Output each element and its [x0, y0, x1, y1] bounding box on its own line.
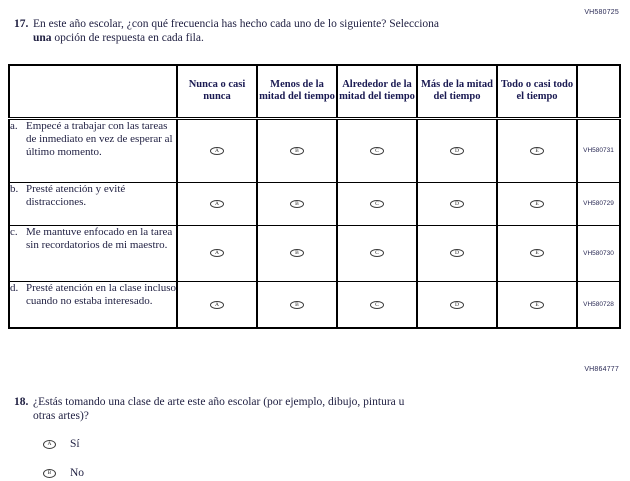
row-a-bubble-b[interactable]: B	[290, 147, 304, 155]
header-code-cell	[577, 65, 620, 118]
row-c-bubble-d[interactable]: D	[450, 249, 464, 257]
q18-option-no[interactable]	[43, 467, 404, 481]
table-header-row	[9, 65, 620, 118]
header-about-half: Alrededor de la mitad del tiempo	[337, 65, 417, 118]
row-a-code: VH580731	[577, 118, 620, 182]
header-all-the-time: Todo o casi todo el tiempo	[497, 65, 577, 118]
row-d-bubble-d[interactable]: D	[450, 301, 464, 309]
row-a-letter: a.	[10, 119, 18, 132]
question-17-number: 17.	[14, 18, 29, 30]
row-d-label-cell	[9, 281, 177, 328]
question-18-line2: otras artes)?	[33, 409, 89, 422]
row-a-bubble-c[interactable]: C	[370, 147, 384, 155]
q18-option-yes[interactable]	[43, 438, 404, 452]
question-18-text	[33, 396, 404, 480]
row-c-code: VH580730	[577, 225, 620, 281]
row-c-bubble-c[interactable]: C	[370, 249, 384, 257]
question-17-bold-word: una	[33, 31, 52, 44]
table-row-c	[9, 225, 620, 281]
table-row-b	[9, 182, 620, 225]
row-d-bubble-c[interactable]: C	[370, 301, 384, 309]
row-a-bubble-a[interactable]: A	[210, 147, 224, 155]
row-d-bubble-e[interactable]: E	[530, 301, 544, 309]
row-b-bubble-c[interactable]: C	[370, 200, 384, 208]
header-empty-cell	[9, 65, 177, 118]
row-c-letter: c.	[10, 225, 18, 238]
row-a-label: Empecé a trabajar con las tareas de inmediato en vez de esperar al último momento.	[26, 119, 173, 158]
row-c-label-cell	[9, 225, 177, 281]
header-more-than-half: Más de la mitad del tiempo	[417, 65, 497, 118]
row-a-bubble-e[interactable]: E	[530, 147, 544, 155]
row-b-code: VH580729	[577, 182, 620, 225]
row-b-bubble-b[interactable]: B	[290, 200, 304, 208]
question-18-number: 18.	[14, 396, 29, 408]
header-never: Nunca o casi nunca	[177, 65, 257, 118]
row-a-bubble-d[interactable]: D	[450, 147, 464, 155]
q18-bubble-a[interactable]: A	[43, 440, 56, 449]
row-d-code: VH580728	[577, 281, 620, 328]
row-c-label: Me mantuve enfocado en la tarea sin recordatorios de mi maestro.	[26, 225, 173, 251]
row-b-letter: b.	[10, 182, 19, 195]
question-17-line1: En este año escolar, ¿con qué frecuencia has hecho cada uno de lo siguiente? Selecciona	[33, 18, 440, 30]
question-17-text	[33, 18, 439, 45]
q18-option-yes-label: Sí	[70, 438, 80, 450]
row-b-label: Presté atención y evité distracciones.	[26, 182, 126, 208]
table-row-d	[9, 281, 620, 328]
row-b-bubble-a[interactable]: A	[210, 200, 224, 208]
row-c-bubble-e[interactable]: E	[530, 249, 544, 257]
row-d-label: Presté atención en la clase incluso cuando no estaba interesado.	[26, 281, 176, 307]
question-17-code: VH580725	[584, 9, 619, 16]
row-c-bubble-a[interactable]: A	[210, 249, 224, 257]
row-b-label-cell	[9, 182, 177, 225]
row-a-label-cell	[9, 118, 177, 182]
table-row-a	[9, 118, 620, 182]
question-17-line2	[33, 32, 439, 46]
question-17	[14, 18, 439, 45]
question-17-line2-rest: opción de respuesta en cada fila.	[51, 31, 204, 44]
frequency-table	[8, 64, 621, 329]
q18-bubble-b[interactable]: B	[43, 469, 56, 478]
row-d-bubble-a[interactable]: A	[210, 301, 224, 309]
row-d-letter: d.	[10, 281, 19, 294]
row-c-bubble-b[interactable]: B	[290, 249, 304, 257]
row-b-bubble-d[interactable]: D	[450, 200, 464, 208]
question-18-line1: ¿Estás tomando una clase de arte este año escolar (por ejemplo, dibujo, pintura u	[33, 396, 405, 408]
question-18-code: VH864777	[584, 366, 619, 373]
row-b-bubble-e[interactable]: E	[530, 200, 544, 208]
row-d-bubble-b[interactable]: B	[290, 301, 304, 309]
q18-option-no-label: No	[70, 466, 85, 479]
header-less-than-half: Menos de la mitad del tiempo	[257, 65, 337, 118]
question-18	[14, 396, 404, 480]
